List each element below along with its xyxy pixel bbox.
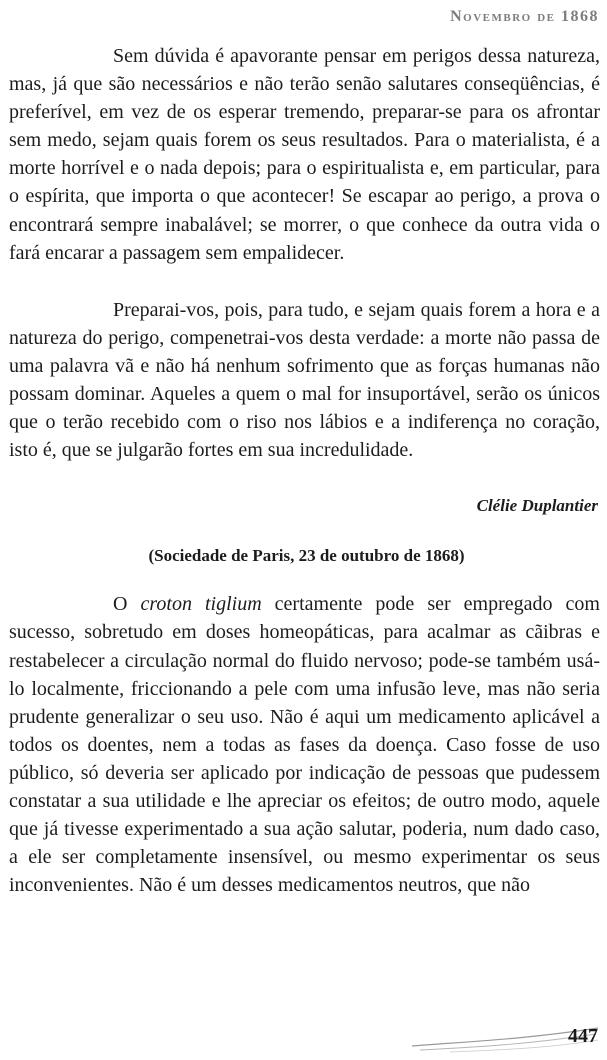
session-heading: (Sociedade de Paris, 23 de outubro de 1868): [148, 546, 465, 566]
paragraph-1: Sem dúvida é apavorante pensar em perigos dessa natureza, mas, já que são necessários e não terão senão salutares conseqüências, é preferível, em vez de os esperar tremendo, preparar-se para os afrontar sem medo, sejam quais forem os seus resultados. Para o materialista, é a morte horrível e o nada depois; para o espiritualista e, em particular, para o espírita, que importa o que acontecer! Se escapar ao perigo, a prova o encontrará sempre inabalável; se morrer, o que conhece da outra vida o fará encarar a passagem sem empalidecer.: [9, 45, 600, 264]
paragraph-2: Preparai-vos, pois, para tudo, e sejam quais forem a hora e a natureza do perigo, compenetrai-vos desta verdade: a morte não passa de uma palavra vã e não há nenhum sofrimento que as forças humanas não possam dominar. Aqueles a quem o mal for insuportável, serão os únicos que o terão recebido com o riso nos lábios e a indiferença no coração, isto é, que se julgarão fortes em sua incredulidade.: [9, 298, 600, 462]
paragraph-3: [9, 590, 600, 899]
running-header: Novembro de 1868: [450, 8, 599, 25]
page-body: [9, 42, 600, 899]
paragraph-3-lead: O: [113, 593, 141, 616]
page-number: 447: [568, 1025, 598, 1047]
paragraph-3-italic-term: croton tiglium: [140, 593, 262, 616]
paragraph-3-rest: certamente pode ser empregado com sucesso, sobretudo em doses homeopáticas, para acalmar as cãibras e restabelecer a circulação normal do fluido nervoso; pode-se também usá-lo localmente, friccionando a pele com uma infusão leve, mas não seria prudente generalizar o seu uso. Não é aqui um medicamento aplicável a todos os doentes, nem a todas as fases da doença. Caso fosse de uso público, só deveria ser aplicado por indicação de pessoas que pudessem constatar a sua utilidade e lhe apreciar os efeitos; de outro modo, aquele que já tivesse experimentado a sua ação salutar, poderia, num dado caso, a ele ser completamente insensível, ou mesmo experimentar os seus inconvenientes. Não é um desses medicamentos neutros, que não: [9, 593, 600, 897]
author-signature: Clélie Duplantier: [476, 496, 598, 516]
